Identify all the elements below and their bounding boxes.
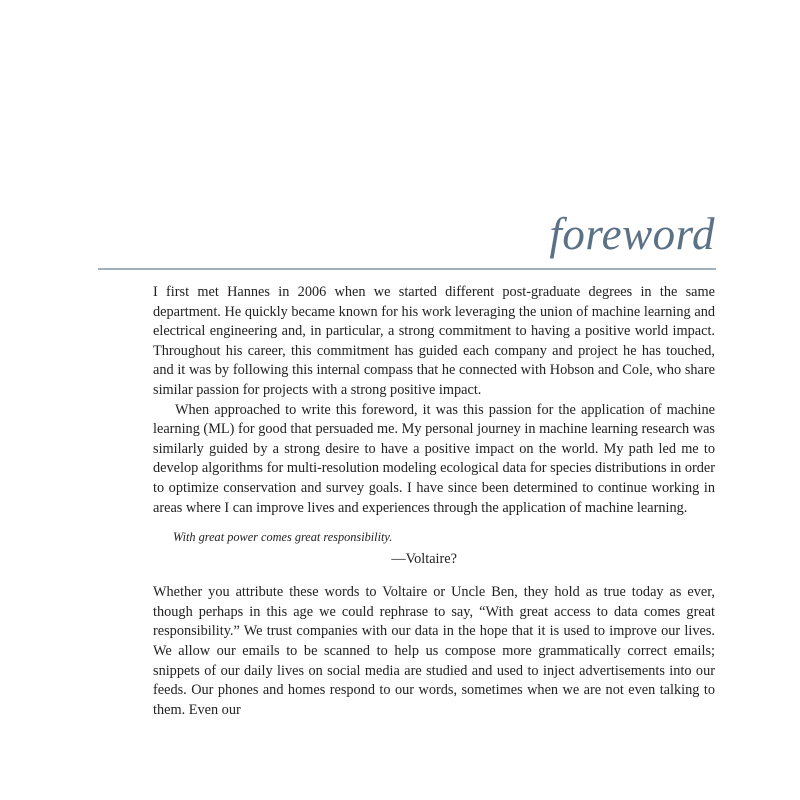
epigraph-quote: With great power comes great responsibility. xyxy=(173,530,393,545)
body-text xyxy=(153,283,715,720)
paragraph-1: I first met Hannes in 2006 when we started different post-graduate degrees in the same department. He quickly became known for his work leveraging the union of machine learning and electrical engineering and, in particular, a strong commitment to having a positive world impact. Throughout his career, this commitment has guided each company and project he has touched, and it was by following this internal compass that he connected with Hobson and Cole, who share similar passion for projects with a strong positive impact. xyxy=(153,284,715,398)
paragraph-2: When approached to write this foreword, it was this passion for the application of machine learning (ML) for good that persuaded me. My personal journey in machine learning research was similarly guided by a strong desire to have a positive impact on the world. My path led me to develop algorithms for multi-resolution modeling ecological data for species distributions in order to optimize conservation and survey goals. I have since been determined to continue working in areas where I can improve lives and experiences through the application of machine learning. xyxy=(153,401,715,516)
paragraph-3: Whether you attribute these words to Voltaire or Uncle Ben, they hold as true today as ever, though perhaps in this age we could rephrase to say, “With great access to data comes great responsibility.” We trust companies with our data in the hope that it is used to improve our lives. We allow our emails to be scanned to help us compose more grammatically correct emails; snippets of our daily lives on social media are studied and used to inject advertisements into our feeds. Our phones and homes respond to our words, sometimes when we are not even talking to them. Even our xyxy=(153,584,715,718)
epigraph-attribution: —Voltaire? xyxy=(391,551,457,568)
chapter-heading: foreword xyxy=(549,209,715,259)
heading-rule xyxy=(98,268,716,270)
